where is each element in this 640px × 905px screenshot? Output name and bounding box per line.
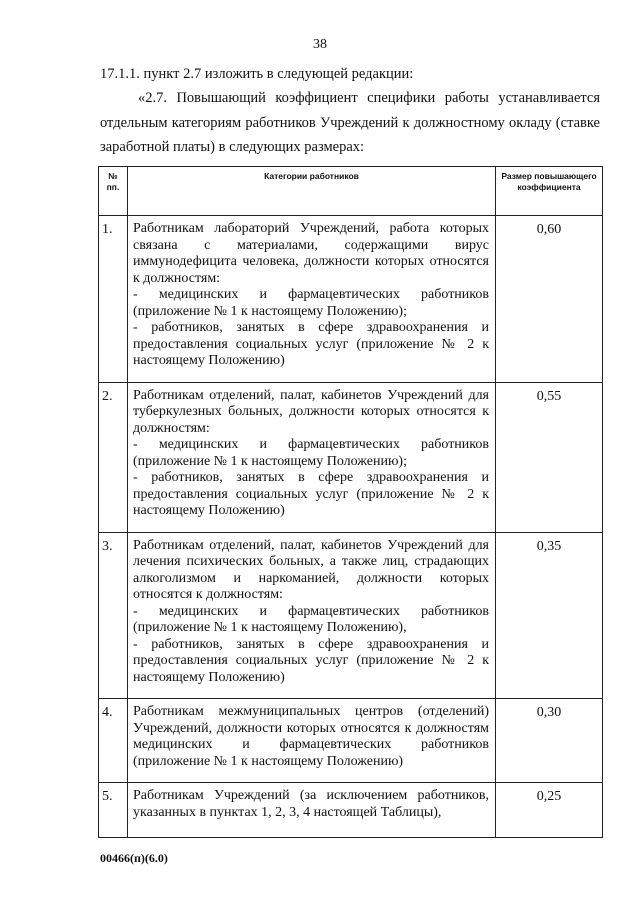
row-category [128,783,496,838]
category-line: - работников, занятых в сфере здравоохранения и предоставления социальных услуг (приложение № 2 к настоящему Положению) [133,320,489,368]
table-row [99,783,603,838]
row-category [128,532,496,699]
table-row [99,532,603,699]
header-category: Категории работников [128,167,496,216]
row-category [128,216,496,383]
coefficient-table [98,166,603,838]
category-line: Работникам лабораторий Учреждений, работа которых связана с материалами, содержащими вирус иммунодефицита человека, должности которых относятся к должностям: [133,221,489,286]
category-line: Работникам отделений, палат, кабинетов Учреждений для туберкулезных больных, должности которых относятся к должностям: [133,387,489,436]
category-line: - работников, занятых в сфере здравоохранения и предоставления социальных услуг (приложение № 2 к настоящему Положению) [133,470,489,518]
document-code: 00466(п)(6.0) [100,851,168,865]
table-body [99,216,603,838]
row-number: 4. [99,699,128,783]
row-coefficient: 0,30 [496,699,603,783]
row-number: 3. [99,532,128,699]
table-row [99,216,603,383]
intro-line: 17.1.1. пункт 2.7 изложить в следующей редакции: [100,66,414,82]
category-line: Работникам межмуниципальных центров (отделений) Учреждений, должности которых относятся к должностям медицинских и фармацевтических работников (приложение № 1 к настоящему Положению) [133,704,489,769]
table-row [99,699,603,783]
header-num: № пп. [99,167,128,216]
row-coefficient: 0,60 [496,216,603,383]
category-line: - медицинских и фармацевтических работников (приложение № 1 к настоящему Положению), [133,603,489,635]
row-category [128,382,496,532]
page-number: 38 [313,37,327,52]
category-line: Работникам Учреждений (за исключением работников, указанных в пунктах 1, 2, 3, 4 настоящей Таблицы), [133,788,489,820]
category-line: - медицинских и фармацевтических работников (приложение № 1 к настоящему Положению); [133,287,489,319]
header-coefficient: Размер повышающего коэффициента [496,167,603,216]
table-header-row [99,167,603,216]
row-category [128,699,496,783]
row-coefficient: 0,55 [496,382,603,532]
category-line: - работников, занятых в сфере здравоохранения и предоставления социальных услуг (приложение № 2 к настоящему Положению) [133,636,489,685]
row-number: 5. [99,783,128,838]
row-coefficient: 0,25 [496,783,603,838]
intro-paragraph: «2.7. Повышающий коэффициент специфики работы устанавливается отдельным категориям работников Учреждений к должностному окладу (ставке заработной платы) в следующих размерах: [100,90,600,155]
row-coefficient: 0,35 [496,532,603,699]
table-row [99,382,603,532]
category-line: Работникам отделений, палат, кабинетов Учреждений для лечения психических больных, а также лиц, страдающих алкоголизмом и наркоманией, должности которых относятся к должностям: [133,537,489,602]
row-number: 2. [99,382,128,532]
row-number: 1. [99,216,128,383]
category-line: - медицинских и фармацевтических работников (приложение № 1 к настоящему Положению); [133,437,489,469]
